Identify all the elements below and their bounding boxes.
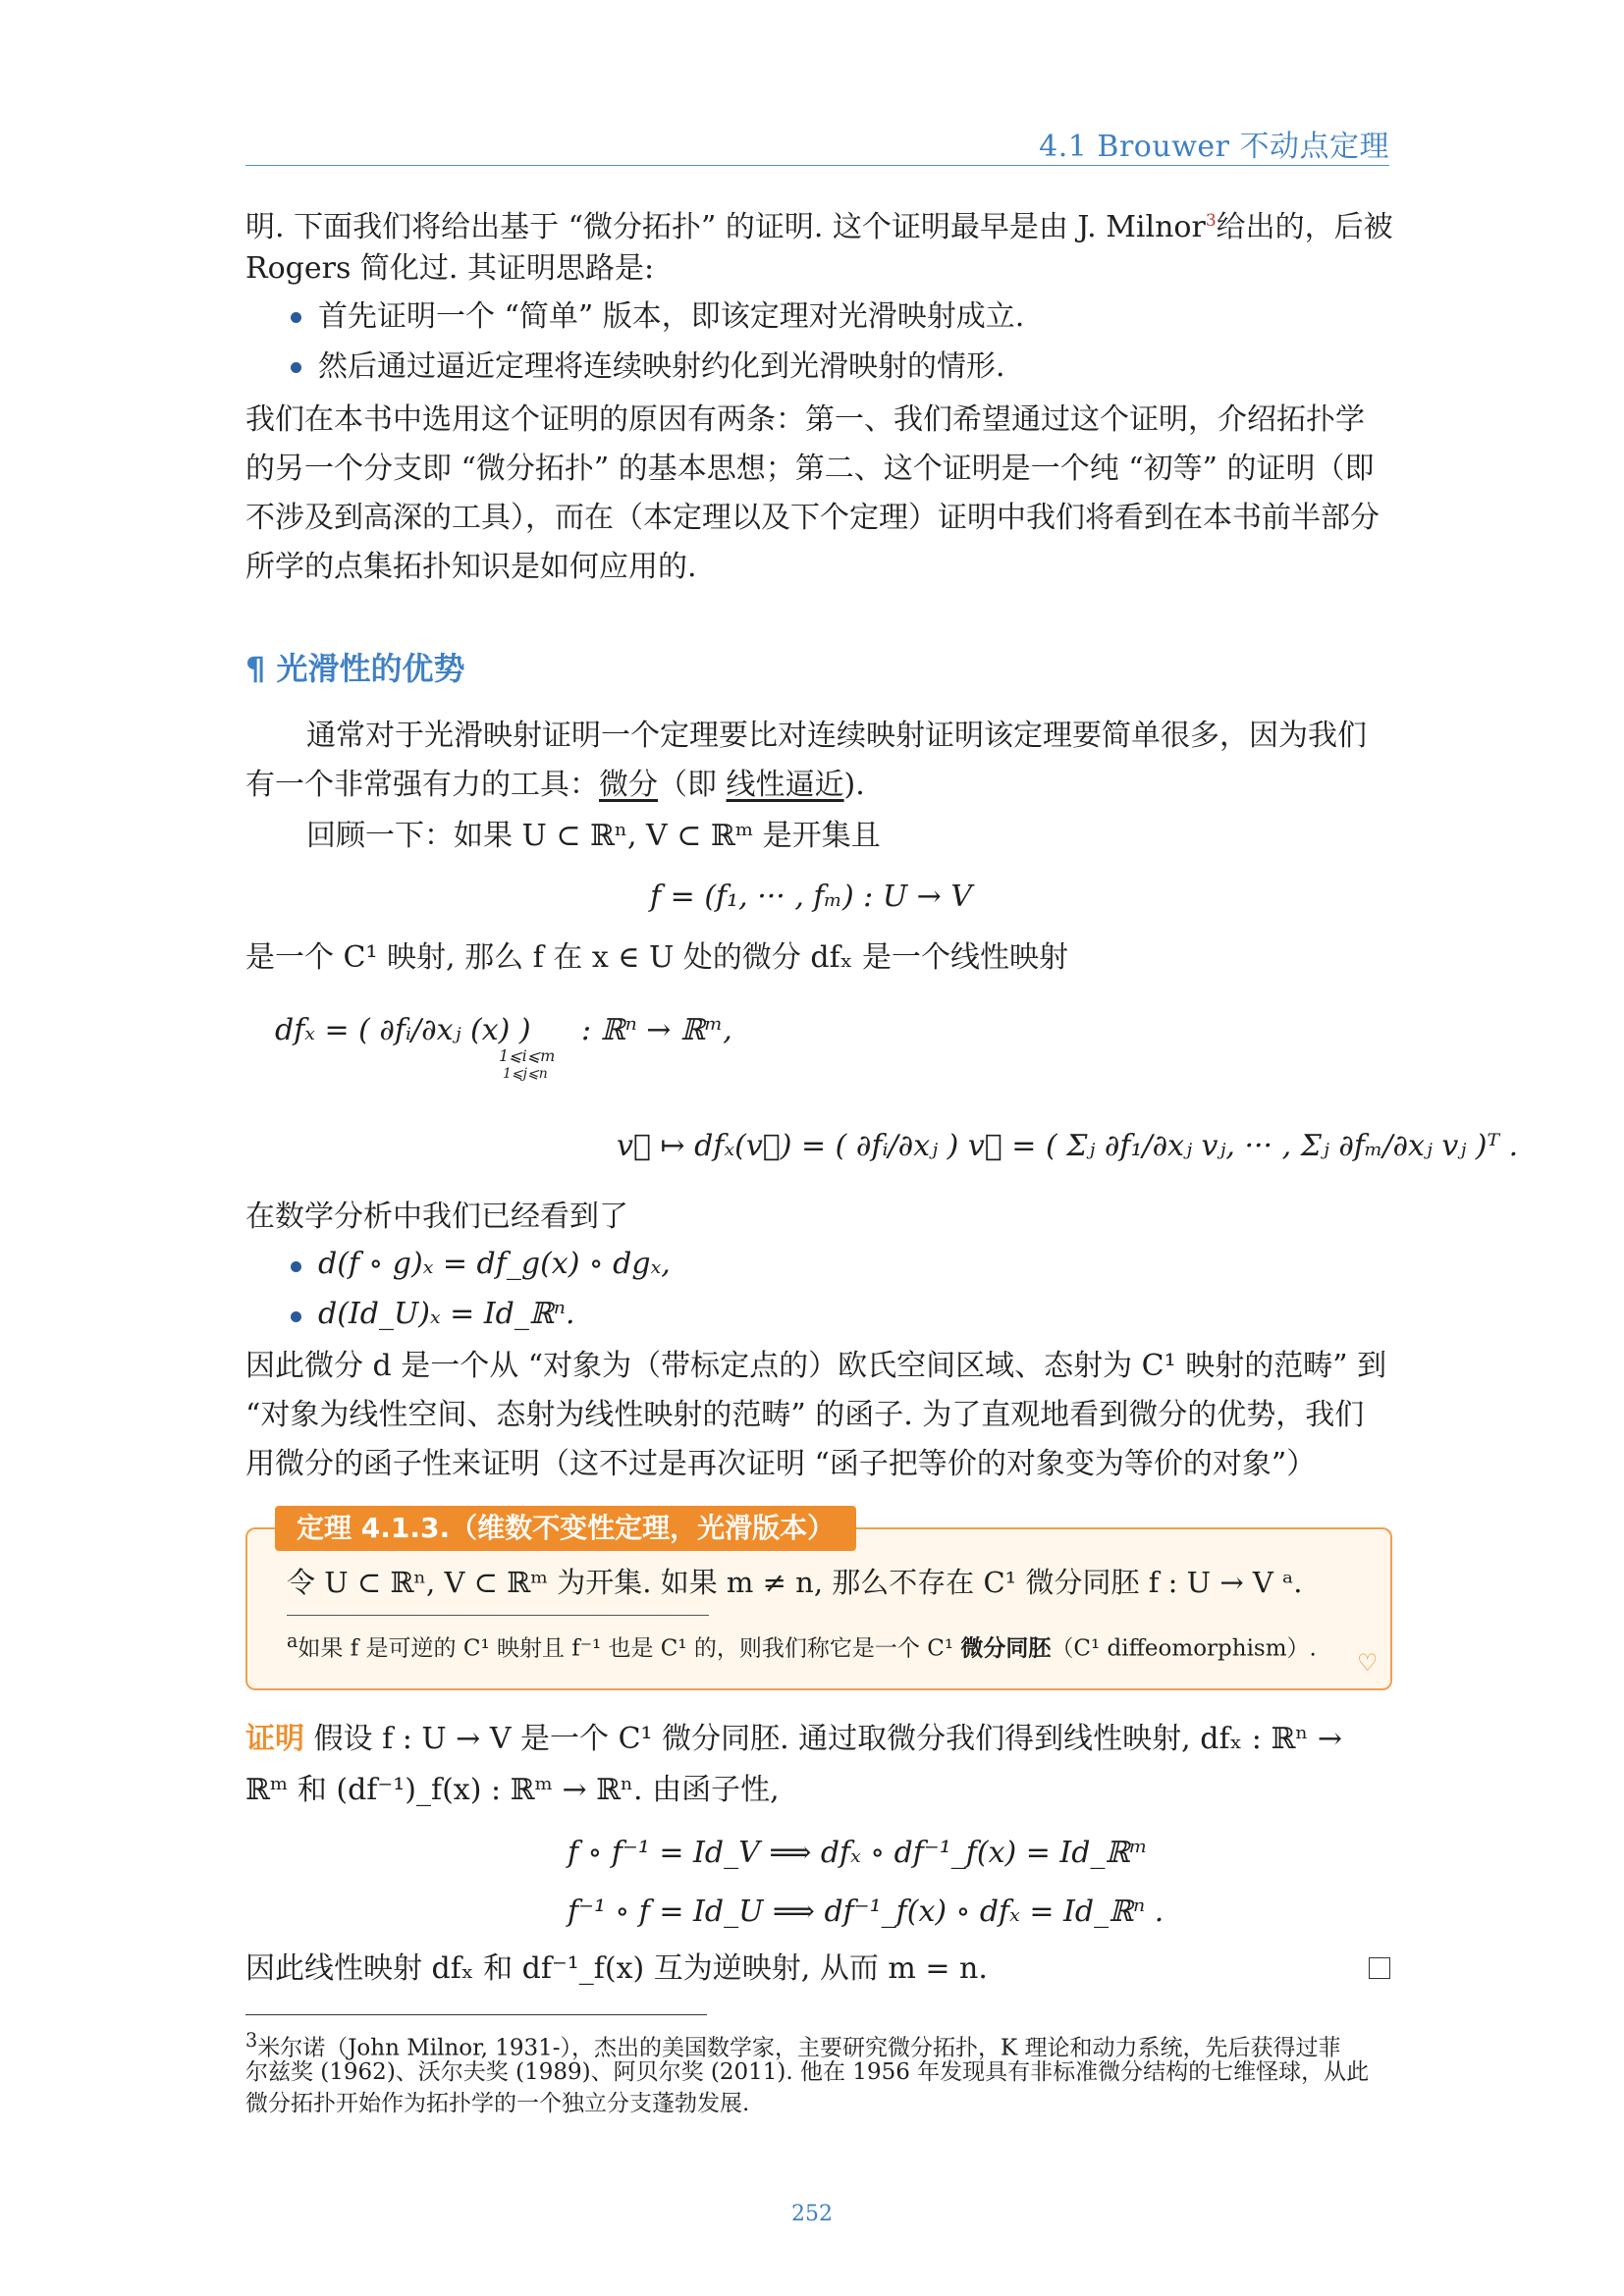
equation-vector: v⃗ ↦ dfₓ(v⃗) = ( ∂fᵢ/∂xⱼ ) v⃗ = ( Σⱼ ∂f₁/∂xⱼ vⱼ, ··· , Σⱼ ∂fₘ/∂xⱼ vⱼ )ᵀ . (617, 1129, 1519, 1163)
paragraph-line: 通常对于光滑映射证明一个定理要比对连续映射证明该定理要简单很多，因为我们 (306, 719, 1367, 753)
proof-equation-1: f ∘ f⁻¹ = Id_V ⟹ dfₓ ∘ df⁻¹_f(x) = Id_ℝᵐ (568, 1836, 1148, 1870)
term-differential: 微分 (599, 768, 658, 802)
heart-icon: ♡ (1357, 1649, 1379, 1677)
reason-line: 的另一个分支即 “微分拓扑” 的基本思想；第二、这个证明是一个纯 “初等” 的证明（即 (245, 452, 1375, 486)
proof-text: 假设 f : U → V 是一个 C¹ 微分同胚. 通过取微分我们得到线性映射, dfₓ : ℝⁿ → (304, 1722, 1343, 1756)
proof-line (245, 1722, 1342, 1757)
footnote-reference[interactable]: 3 (1205, 211, 1217, 231)
theorem-footnote-tail: （C¹ diffeomorphism）. (1051, 1635, 1317, 1662)
paragraph-text: 有一个非常强有力的工具： (245, 768, 599, 802)
bullet-dot (291, 1311, 301, 1322)
theorem-footnote (287, 1629, 1317, 1663)
chain-rule: d(f ∘ g)ₓ = df_g(x) ∘ dgₓ, (318, 1247, 671, 1281)
equation-dfx-subscript: 1⩽j⩽n (503, 1066, 548, 1082)
section-heading: ¶ 光滑性的优势 (245, 650, 465, 687)
proof-equation-2: f⁻¹ ∘ f = Id_U ⟹ df⁻¹_f(x) ∘ dfₓ = Id_ℝⁿ . (568, 1895, 1164, 1929)
theorem-box (245, 1527, 1392, 1690)
reason-line: 所学的点集拓扑知识是如何应用的. (245, 550, 697, 584)
reason-line: 不涉及到高深的工具），而在（本定理以及下个定理）证明中我们将看到在本书前半部分 (245, 501, 1380, 535)
intro-text: 明. 下面我们将给出基于 “微分拓扑” 的证明. 这个证明最早是由 J. Milnor (245, 210, 1206, 244)
intro-text-tail: 给出的，后被 (1216, 210, 1393, 244)
footnote-text: 米尔诺（John Milnor, 1931-），杰出的美国数学家，主要研究微分拓扑，K 理论和动力系统，先后获得过菲 (257, 2035, 1341, 2061)
intro-line-2: Rogers 简化过. 其证明思路是: (245, 251, 655, 286)
bullet-dot (291, 1261, 301, 1272)
paragraph-text: （即 (658, 768, 727, 802)
reason-line: 我们在本书中选用这个证明的原因有两条：第一、我们希望通过这个证明，介绍拓扑学 (245, 402, 1365, 437)
functor-line: 用微分的函子性来证明（这不过是再次证明 “函子把等价的对象变为等价的对象”） (245, 1447, 1317, 1481)
footnote-line: 微分拓扑开始作为拓扑学的一个独立分支蓬勃发展. (245, 2091, 750, 2116)
qed-icon (1369, 1957, 1390, 1979)
theorem-statement: 令 U ⊂ ℝⁿ, V ⊂ ℝᵐ 为开集. 如果 m ≠ n, 那么不存在 C¹ 微分同胚 f : U → V ᵃ. (287, 1566, 1303, 1599)
seen-line: 在数学分析中我们已经看到了 (245, 1200, 628, 1234)
equation-dfx-subscript: 1⩽i⩽m (499, 1046, 556, 1065)
header-title: 4.1 Brouwer 不动点定理 (1039, 130, 1389, 164)
equation-dfx: dfₓ = ( ∂fᵢ/∂xⱼ (x) ) (275, 1013, 531, 1047)
functor-line: 因此微分 d 是一个从 “对象为（带标定点的）欧氏空间区域、态射为 C¹ 映射的范畴” 到 (245, 1349, 1387, 1383)
bullet-item: 然后通过逼近定理将连续映射约化到光滑映射的情形. (318, 349, 1005, 384)
bullet-dot (291, 312, 301, 323)
paragraph-text: ). (843, 768, 865, 802)
footnote-rule (245, 2014, 707, 2015)
equation-f: f = (f₁, ··· , fₘ) : U → V (650, 880, 972, 914)
proof-conclusion: 因此线性映射 dfₓ 和 df⁻¹_f(x) 互为逆映射, 从而 m = n. (245, 1951, 988, 1986)
bullet-item: 首先证明一个 “简单” 版本，即该定理对光滑映射成立. (318, 299, 1025, 334)
theorem-footnote-text: 如果 f 是可逆的 C¹ 映射且 f⁻¹ 也是 C¹ 的，则我们称它是一个 C¹ (298, 1635, 961, 1662)
bullet-dot (291, 362, 301, 373)
term-linear-approx: 线性逼近 (726, 768, 844, 802)
paragraph-line (245, 768, 865, 803)
running-header (245, 122, 1389, 166)
theorem-footnote-rule (287, 1615, 709, 1616)
footnote-line: 尔兹奖 (1962)、沃尔夫奖 (1989)、阿贝尔奖 (2011). 他在 1956 年发现具有非标准微分结构的七维怪球，从此 (245, 2059, 1370, 2085)
identity-rule: d(Id_U)ₓ = Id_ℝⁿ. (318, 1297, 575, 1331)
footnote-mark: 3 (245, 2029, 258, 2052)
proof-label: 证明 (245, 1722, 304, 1756)
equation-dfx-map: : ℝⁿ → ℝᵐ, (581, 1013, 732, 1047)
functor-line: “对象为线性空间、态射为线性映射的范畴” 的函子. 为了直观地看到微分的优势，我们 (245, 1398, 1365, 1432)
intro-line-1 (245, 203, 1393, 245)
theorem-footnote-term: 微分同胚 (960, 1634, 1052, 1662)
recall-line: 回顾一下：如果 U ⊂ ℝⁿ, V ⊂ ℝᵐ 是开集且 (306, 819, 881, 853)
proof-line: ℝᵐ 和 (df⁻¹)_f(x) : ℝᵐ → ℝⁿ. 由函子性, (245, 1773, 780, 1807)
c1-line: 是一个 C¹ 映射, 那么 f 在 x ∈ U 处的微分 dfₓ 是一个线性映射 (245, 940, 1068, 975)
theorem-label: 定理 4.1.3.（维数不变性定理，光滑版本） (275, 1506, 856, 1551)
page-number: 252 (791, 2202, 833, 2226)
theorem-footnote-mark: a (287, 1629, 298, 1652)
